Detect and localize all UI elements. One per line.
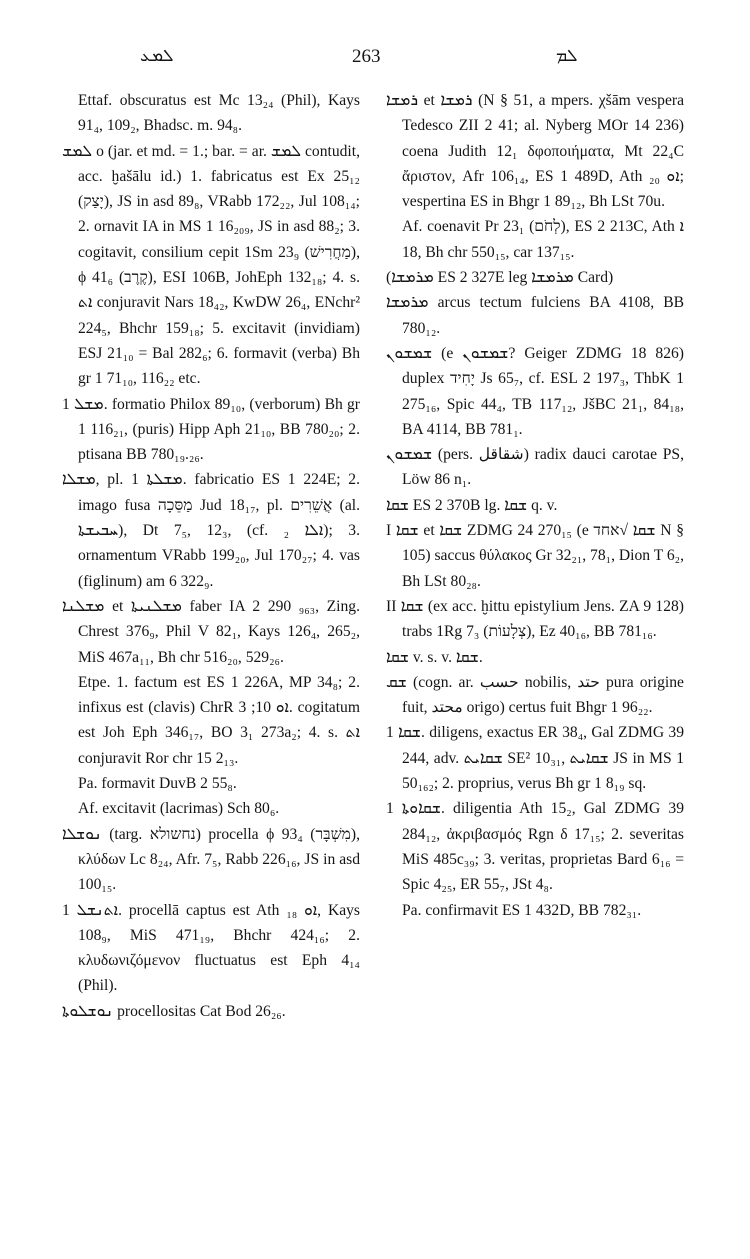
dictionary-entry: ܫܩܐ v. s. v. ܫܩܐ. [386,648,483,666]
dictionary-entry: ܫܩܐ 1. diligens, exactus ER 38₄, Gal ZDMG 39 244, adv. ܫܩܐܝܬ SE² 10₃₁, ܫܩܐܝܬ JS in MS 1 50₁₆₂; 2. proprius, verus Bh gr 1 8₁₉ sq. [386,724,684,793]
dictionary-entry: ܐܬܢܫܠ 1. procellā captus est Ath ܐܘ ₁₈, Kays 108₉, MiS 471₁₉, Bhchr 424₁₆; 2. κλυδωνιζόμενον fluctuatus est Eph 4₁₄ (Phil). [62,901,361,995]
dictionary-entry: ܠܡܫ o (jar. et md. = 1.; bar. = ar. ܠܡܫ contudit, acc. ḫašālu id.) 1. fabricatus est Ex 25₁₂ (יָצַק), JS in asd 89₈, VRabb 172₂₂, Jul 108₁₄; 2. ornavit IA in MS 1 16₂₀₉, JS in asd 88₂; 3. cogitavit, consilium cepit 1Sm 23₉ (מַחֲרִישׁ), ϕ 41₆ (קֶרֶב), ESI 106B, JohEph 132₁₈; 4. s. ܐܬ conjuravit Nars 18₄₂, KwDW 26₄, ENchr² 224₅, Bhchr 159₁₈; 5. excitavit (invidiam) ESJ 21₁₀ = Bal 282₆; 6. formavit (verba) Bh gr 1 71₁₀, 116₂₂ etc. [62,142,360,388]
dictionary-entry: II ܫܩܐ (ex acc. ḫittu epistylium Jens. ZA 9 128) trabs 1Rg 7₃ (צְלָעוֹת), Ez 40₁₆, BB 781₁₆. [386,597,684,641]
dictionary-entry: ܡܫܠ 1. formatio Philox 89₁₀, (verborum) Bh gr 1 116₂₁, (puris) Hipp Aph 21₁₀, BB 780₂₀; 2. ptisana BB 780₁₉.₂₆. [62,395,360,464]
dictionary-entry: ܪܡܫܐ et ܪܡܫܐ (N § 51, a mpers. χšām vespera Tedesco ZII 2 41; al. Nyberg MOr 14 236) coena Judith 12₁ δφοποιήματα, Mt 22₄C ἄριστον, Afr 106₁₄, ES 1 489D, Ath ܐܘ ₂₀; vespertina ES in Bhgr 1 89₁₂, Bh LSt 70u. [386,92,684,211]
entry-subsection: Pa. confirmavit ES 1 432D, BB 782₃₁. [402,901,642,919]
running-header-right: ܠܡ [556,46,578,66]
dictionary-entry: ܫܩܐ ES 2 370B lg. ܫܩܐ q. v. [386,496,558,514]
dictionary-entry: ܫܩܐܘܬܐ 1. diligentia Ath 15₂, Gal ZDMG 39 284₁₂, ἀκριβασμός Rgn δ 17₁₅; 2. severitas MiS 485c₃₉; 3. veritas, proprietas Bard 6₁₆ = Spic 4₂₅, ER 55₇, JSt 4₈. [386,800,684,894]
dictionary-entry: (ܡܪܡܫܐ ES 2 327E leg ܡܪܡܫܐ Card) [386,269,614,287]
right-column [386,88,684,923]
entry-subsection: Pa. formavit DuvB 2 55₈. [78,775,237,793]
dictionary-entry: ܫܡܫܘܢ (pers. شقاقل) radix dauci carotae PS, Löw 86 n₁. [386,446,684,489]
dictionary-entry: ܡܫܠܢܐ et ܡܫܠܢܝܬܐ faber IA 2 290 ₉₆₃, Zing. Chrest 376₉, Phil V 82₁, Kays 126₄, 265₂, MiS 467a₁₁, Bh chr 516₂₀, 529₂₆. [62,597,360,666]
page-number: 263 [352,46,381,67]
dictionary-entry: ܫܡܫܘܢ (e ܫܡܫܘܢ? Geiger ZDMG 18 826) duplex יָחִיד Js 65₇, cf. ESL 2 197₃, ThbK 1 275₁₆, Spic 44₄, TB 117₁₂, JšBC 21₁, 84₁₈, BA 4114, BB 781₁. [386,344,684,438]
dictionary-entry: ܢܘܫܠܘܬܐ procellositas Cat Bod 26₂₆. [62,1002,286,1020]
dictionary-entry: I ܫܩܐ et ܫܩܐ ZDMG 24 270₁₅ (e ܫܩܐ √אחד N § 105) saccus θύλακος Gr 32₂₁, 78₁, Dion T 6₂, Bh LSt 80₂₈. [386,522,684,590]
dictionary-entry: ܫܩ (cogn. ar. حسب nobilis, حتد pura origine fuit, محتد origo) certus fuit Bhgr 1 96₂₂. [386,673,684,717]
entry-subsection: Ettaf. obscuratus est Mc 13₂₄ (Phil), Kays 91₄, 109₂, Bhadsc. m. 94₈. [78,92,360,135]
dictionary-entry: ܢܘܫܠܐ (targ. נחשולא) procella ϕ 93₄ (מִשְׁבָּר), κλύδων Lc 8₂₄, Afr. 7₅, Rabb 226₁₆, JS in asd 100₁₅. [62,825,360,894]
entry-subsection: Af. excitavit (lacrimas) Sch 80₆. [78,800,280,818]
left-column [62,88,360,1024]
dictionary-entry: ܡܫܠܐ, pl. ܡܫܠܬܐ 1. fabricatio ES 1 224E; 2. imago fusa מַסֵּכָה Jud 18₁₇, pl. אֲשֵׁרִים (al. ܚܒܝܫܬܐ), Dt 7₅, 12₃, (cf. ܐܠܐ ₂); 3. ornamentum VRabb 199₂₀, Jul 170₂₇; 4. vas (figlinum) am 6 322₉. [62,471,360,590]
entry-subsection: Af. coenavit Pr 23₁ (לְחֹם), ES 2 213C, Ath ܐ 18, Bh chr 550₁₅, car 137₁₅. [402,218,684,261]
entry-subsection: Etpe. 1. factum est ES 1 226A, MP 34₈; 2. infixus est (clavis) ChrR ܐܘ 10; 3. cogitatum est Joh Eph 346₁₇, BO 3₁ 273a₂; 4. s. ܐܬ conjuravit Ror chr 15 2₁₃. [78,673,360,767]
dictionary-entry: ܡܪܡܫܐ arcus tectum fulciens BA 4108, BB 780₁₂. [386,294,684,337]
running-header-left: ܠܡܥ [140,46,174,66]
